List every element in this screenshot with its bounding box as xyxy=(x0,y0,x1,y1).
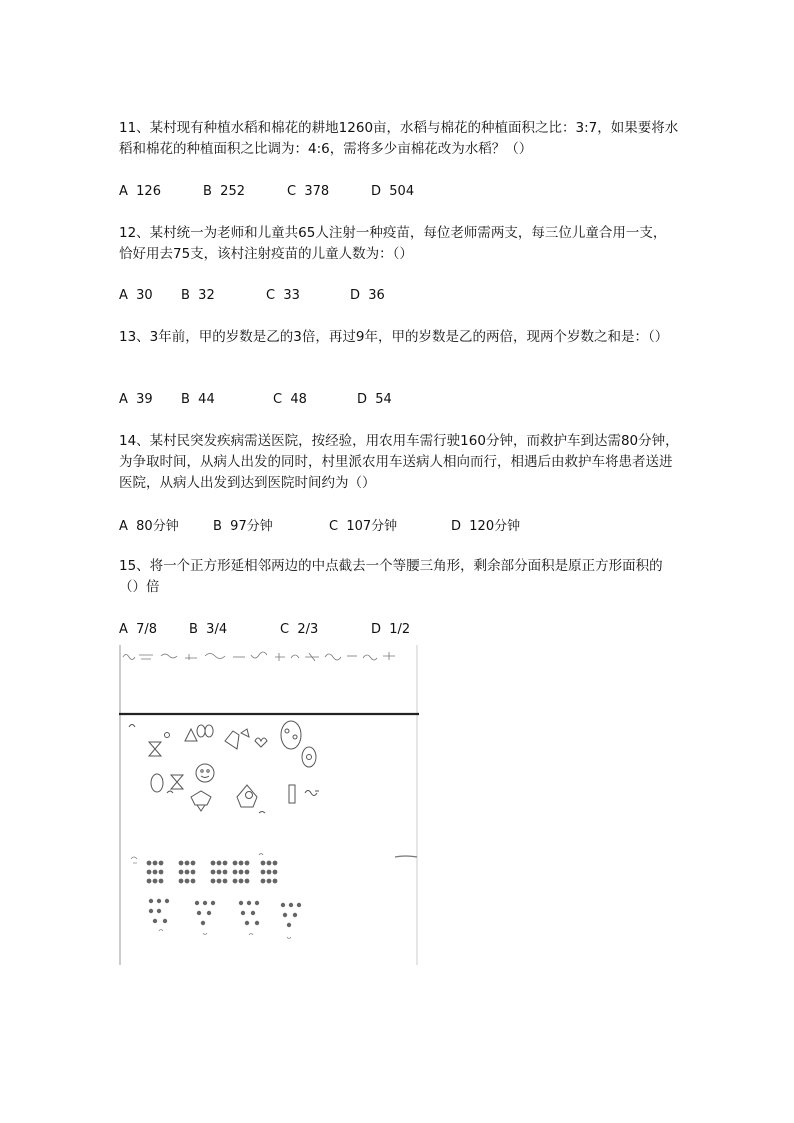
handwritten-scribble-row xyxy=(123,652,395,661)
question-11-text: 11、某村现有种植水稻和棉花的耕地1260亩，水稻与棉花的种植面积之比：3:7，如果要将水稻和棉花的种植面积之比调为：4:6，需将多少亩棉花改为水稻？（） xyxy=(119,120,679,157)
option-b: B 32 xyxy=(181,288,215,303)
option-a: A 39 xyxy=(119,392,153,407)
option-c: C 33 xyxy=(266,288,300,303)
option-a: A 7/8 xyxy=(119,622,158,637)
option-d: D 504 xyxy=(371,184,415,199)
option-d: D 36 xyxy=(350,288,385,303)
option-b: B 44 xyxy=(181,392,215,407)
question-12-text: 12、某村统一为老师和儿童共65人注射一种疫苗，每位老师需两支，每三位儿童合用一支，恰好用去75支，该村注射疫苗的儿童人数为：（） xyxy=(119,225,667,262)
option-c: C 2/3 xyxy=(280,622,319,637)
question-14-text: 14、某村民突发疾病需送医院，按经验，用农用车需行驶160分钟，而救护车到达需80分钟，为争取时间，从病人出发的同时，村里派农用车送病人相向而行，相遇后由救护车将患者送进医院，从病人出发到达到医院时间约为（） xyxy=(119,433,679,491)
scanned-figure-image xyxy=(119,645,419,965)
option-d: D 120分钟 xyxy=(451,519,521,534)
option-d: D 1/2 xyxy=(371,622,411,637)
option-c: C 48 xyxy=(273,392,307,407)
option-b: B 252 xyxy=(203,184,245,199)
option-a: A 126 xyxy=(119,184,161,199)
option-a: A 80分钟 xyxy=(119,519,179,534)
question-15-text: 15、将一个正方形延相邻两边的中点截去一个等腰三角形，剩余部分面积是原正方形面积的（）倍 xyxy=(119,558,663,595)
option-c: C 378 xyxy=(287,184,330,199)
option-a: A 30 xyxy=(119,288,153,303)
hand-drawn-options xyxy=(151,764,319,813)
hand-drawn-shapes xyxy=(129,721,316,767)
question-13-text: 13、3年前，甲的岁数是乙的3倍，再过9年，甲的岁数是乙的两倍，现两个岁数之和是：（） xyxy=(119,329,669,345)
option-b: B 97分钟 xyxy=(213,519,273,534)
option-b: B 3/4 xyxy=(189,622,228,637)
option-c: C 107分钟 xyxy=(329,519,398,534)
option-d: D 54 xyxy=(357,392,392,407)
dot-patterns xyxy=(147,861,302,928)
